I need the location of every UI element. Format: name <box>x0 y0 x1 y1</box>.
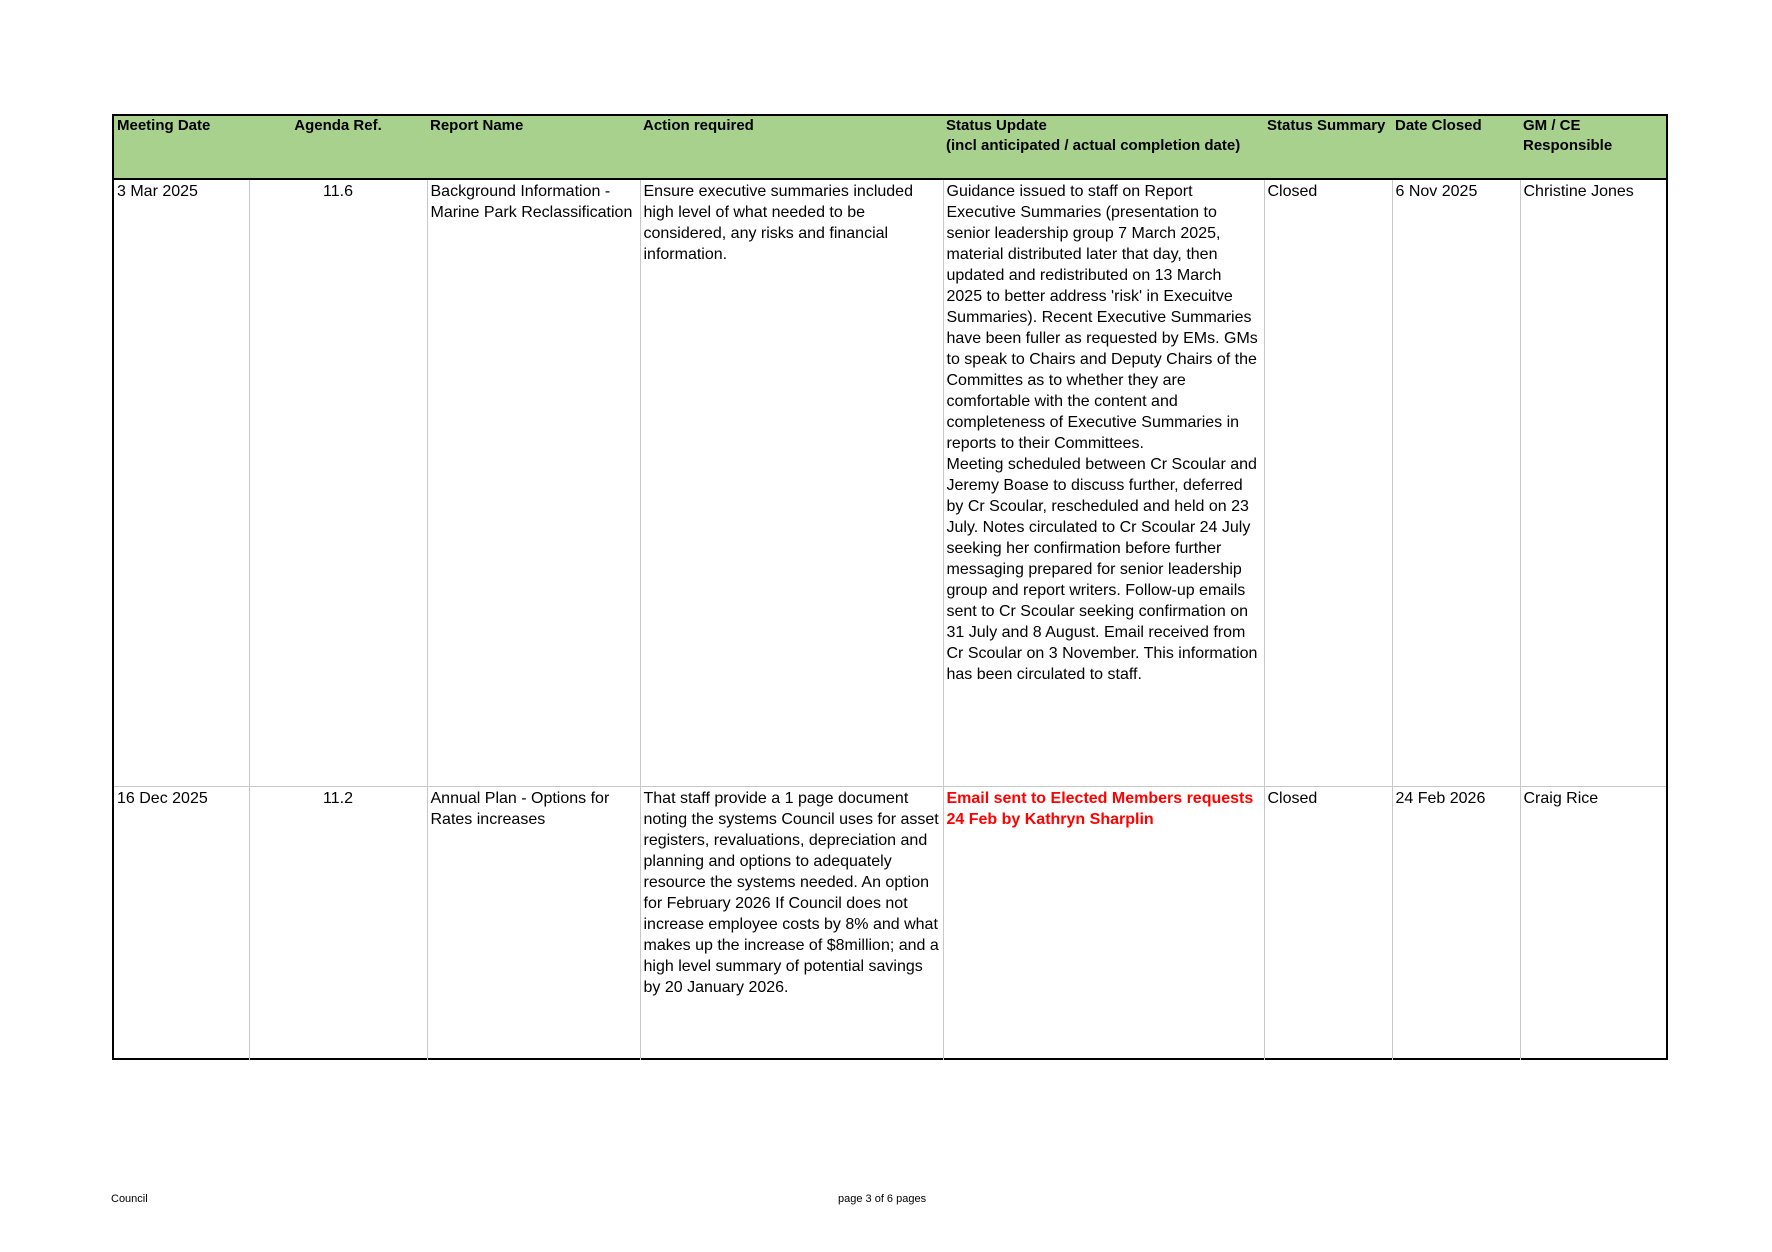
footer-organisation: Council <box>111 1193 148 1205</box>
cell-responsible: Christine Jones <box>1520 179 1666 787</box>
cell-status-summary: Closed <box>1264 787 1392 1061</box>
action-tracker-table <box>112 114 1668 1060</box>
header-responsible <box>1520 116 1666 179</box>
header-date-closed: Date Closed <box>1392 116 1520 179</box>
cell-responsible: Craig Rice <box>1523 790 1599 807</box>
header-status-summary: Status Summary <box>1264 116 1392 179</box>
header-status-update-subtitle: (incl anticipated / actual completion date) <box>946 137 1241 154</box>
cell-date-closed: 24 Feb 2026 <box>1392 787 1520 1061</box>
cell-action-required: Ensure executive summaries included high level of what needed to be considered, any risks and financial information. <box>640 179 943 787</box>
header-agenda-ref: Agenda Ref. <box>249 116 427 179</box>
cell-status-update <box>943 179 1264 787</box>
cell-meeting-date: 3 Mar 2025 <box>114 179 249 787</box>
cell-report-name: Annual Plan - Options for Rates increases <box>427 787 640 1061</box>
cell-agenda-ref: 11.2 <box>249 787 427 1061</box>
status-update-highlight: Email sent to Elected Members requests 24 Feb by Kathryn Sharplin <box>946 790 1254 828</box>
header-action-required: Action required <box>640 116 943 179</box>
header-report-name: Report Name <box>427 116 640 179</box>
header-responsible-line2: Responsible <box>1523 137 1613 154</box>
cell-action-required: That staff provide a 1 page document noting the systems Council uses for asset registers, revaluations, depreciation and planning and options to adequately resource the systems needed. An option for February 2026 If Council does not increase employee costs by 8% and what makes up the increase of $8million; and a high level summary of potential savings by 20 January 2026. <box>640 787 943 1061</box>
status-update-paragraph: Meeting scheduled between Cr Scoular and Jeremy Boase to discuss further, deferred by Cr Scoular, rescheduled and held on 23 July. Notes circulated to Cr Scoular 24 July seeking her confirmation before further messaging prepared for senior leadership group and report writers. Follow-up emails sent to Cr Scoular seeking confirmation on 31 July and 8 August. Email received from Cr Scoular on 3 November. This information has been circulated to staff. <box>946 456 1258 683</box>
cell-agenda-ref: 11.6 <box>249 179 427 787</box>
header-status-update <box>943 116 1264 179</box>
status-update-paragraph: Guidance issued to staff on Report Executive Summaries (presentation to senior leadership group 7 March 2025, material distributed later that day, then updated and redistributed on 13 March 2025 to better address 'risk' in Execuitve Summaries). Recent Executive Summaries have been fuller as requested by EMs. GMs to speak to Chairs and Deputy Chairs of the Committes as to whether they are comfortable with the content and completeness of Executive Summaries in reports to their Committees. <box>946 183 1258 452</box>
cell-date-closed: 6 Nov 2025 <box>1392 179 1520 787</box>
cell-status-summary: Closed <box>1264 179 1392 787</box>
header-row <box>114 116 1666 179</box>
header-responsible-line1: GM / CE <box>1523 117 1581 134</box>
cell-meeting-date: 16 Dec 2025 <box>114 787 249 1061</box>
header-meeting-date: Meeting Date <box>114 116 249 179</box>
footer-page-number: page 3 of 6 pages <box>838 1193 927 1205</box>
table-row <box>114 179 1666 787</box>
cell-status-update <box>943 787 1264 1061</box>
actions-table <box>114 116 1666 1060</box>
header-status-update-title: Status Update <box>946 117 1047 134</box>
table-row <box>114 787 1666 1061</box>
cell-report-name: Background Information - Marine Park Reclassification <box>427 179 640 787</box>
